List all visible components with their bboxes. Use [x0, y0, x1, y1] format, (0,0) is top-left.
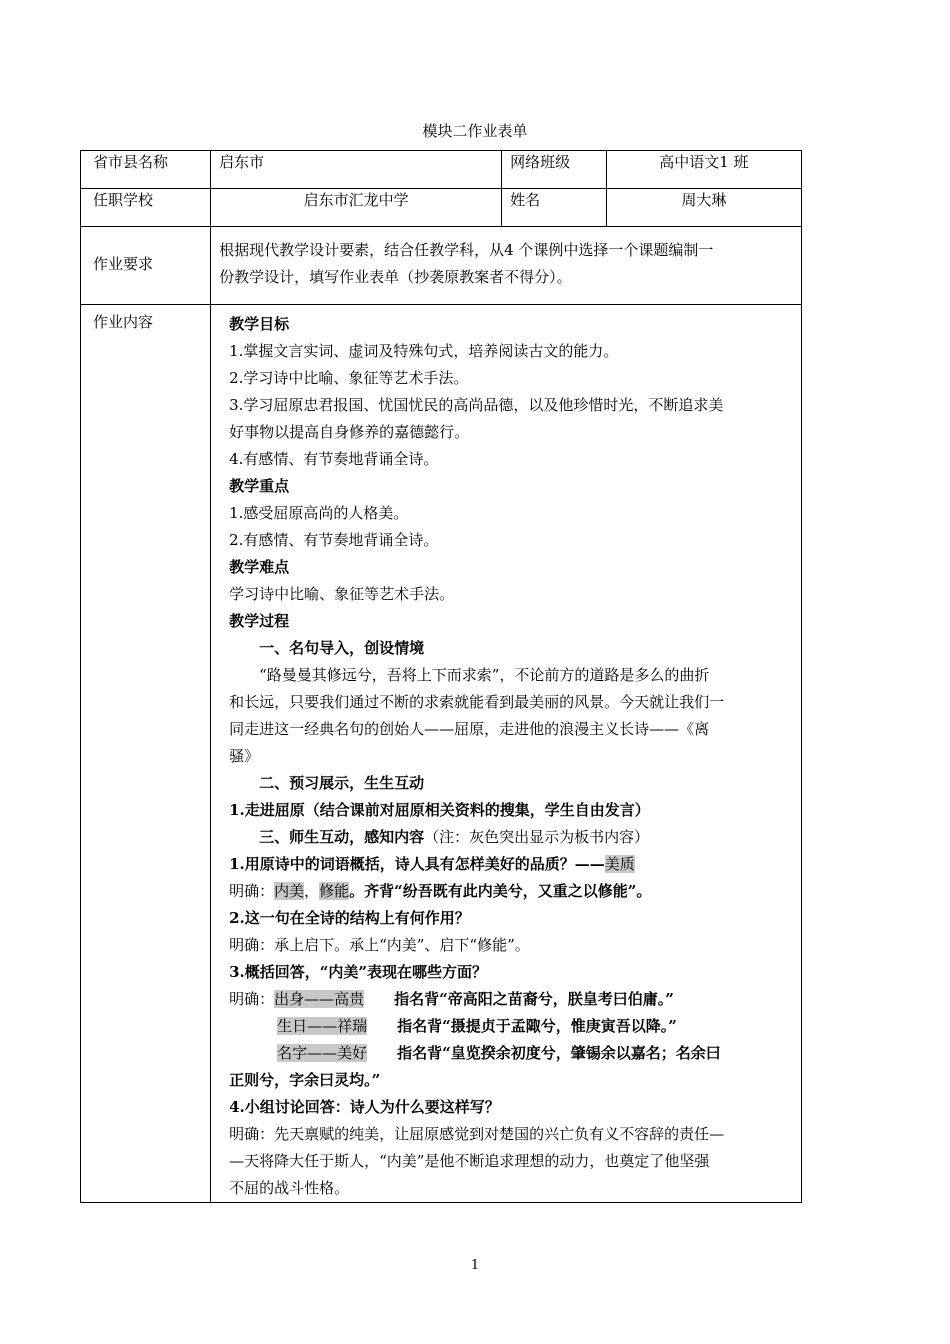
table-row: [81, 189, 802, 227]
answer-prefix: 明确：: [229, 990, 275, 1008]
text-line: “路曼曼其修远兮，吾将上下而求索”，不论前方的道路是多么的曲折: [259, 666, 710, 684]
section-heading: 教学难点: [229, 558, 290, 576]
table-row: [81, 305, 802, 1203]
answer-text: 。齐背“纷吾既有此内美兮，又重之以修能”。: [349, 882, 652, 900]
text-line: 2.有感情、有节奏地背诵全诗。: [229, 531, 439, 549]
highlight: 修能: [319, 882, 350, 900]
text-line: 好事物以提高自身修养的嘉德懿行。: [229, 423, 470, 441]
answer-line: —天将降大任于斯人，“内美”是他不断追求理想的动力，也奠定了他坚强: [229, 1152, 710, 1170]
page-title: 模块二作业表单: [422, 122, 528, 140]
question-line: 4.小组讨论回答：诗人为什么要这样写？: [229, 1098, 500, 1116]
requirement-text: [211, 227, 802, 305]
answer-line: [229, 1040, 793, 1067]
text-line: 同走进这一经典名句的创始人——屈原，走进他的浪漫主义长诗——《离: [229, 720, 710, 738]
section-heading: 教学过程: [229, 612, 290, 630]
table-row: [81, 227, 802, 305]
question-line: [229, 851, 793, 878]
class-label: 网络班级: [502, 151, 607, 189]
text-line: 1.掌握文言实词、虚词及特殊句式，培养阅读古文的能力。: [229, 342, 619, 360]
class-value: 高中语文1 班: [606, 151, 801, 189]
region-value: 启东市: [211, 151, 502, 189]
text-line: 1.走进屈原（结合课前对屈原相关资料的搜集，学生自由发言）: [229, 801, 650, 819]
subsection-heading: 一、名句导入，创设情境: [259, 639, 425, 657]
table-row: [81, 151, 802, 189]
region-label: 省市县名称: [81, 151, 211, 189]
page-number: 1: [470, 1258, 480, 1273]
answer-prefix: 明确：: [229, 882, 275, 900]
text-line: 骚》: [229, 747, 260, 765]
text-line: 4.有感情、有节奏地背诵全诗。: [229, 450, 439, 468]
name-label: 姓名: [502, 189, 607, 227]
answer-line: 明确：先天禀赋的纯美，让屈原感觉到对楚国的兴亡负有义不容辞的责任—: [229, 1125, 725, 1143]
highlight: 名字——美好: [277, 1044, 368, 1062]
highlight: 生日——祥瑞: [277, 1017, 368, 1035]
content-label: 作业内容: [81, 305, 211, 1203]
answer-line: 正则兮，字余曰灵均。”: [229, 1071, 381, 1089]
subsection-heading: [229, 824, 793, 851]
text-line: 和长远，只要我们通过不断的求索就能看到最美丽的风景。今天就让我们一: [229, 693, 725, 711]
answer-text: 指名背“帝高阳之苗裔兮，朕皇考曰伯庸。”: [394, 990, 674, 1008]
school-value: 启东市汇龙中学: [211, 189, 502, 227]
question-line: 2.这一句在全诗的结构上有何作用？: [229, 909, 470, 927]
highlight: 出身——高贵: [274, 990, 365, 1008]
requirement-label: 作业要求: [81, 227, 211, 305]
text-line: 3.学习屈原忠君报国、忧国忧民的高尚品德，以及他珍惜时光，不断追求美: [229, 396, 724, 414]
answer-text: 指名背“皇览揆余初度兮，肇锡余以嘉名；名余曰: [397, 1044, 721, 1062]
answer-text: 指名背“摄提贞于孟陬兮，惟庚寅吾以降。”: [397, 1017, 677, 1035]
question-text: 1.用原诗中的词语概括，诗人具有怎样美好的品质？——: [229, 855, 605, 873]
text-line: 学习诗中比喻、象征等艺术手法。: [229, 585, 455, 603]
school-label: 任职学校: [81, 189, 211, 227]
section-heading: 教学目标: [229, 315, 290, 333]
text-line: 2.学习诗中比喻、象征等艺术手法。: [229, 369, 469, 387]
subsection-heading: 二、预习展示，生生互动: [259, 774, 425, 792]
section-heading: 教学重点: [229, 477, 290, 495]
highlight: 内美: [274, 882, 305, 900]
content-body: [211, 305, 802, 1203]
requirement-line: 份教学设计，填写作业表单（抄袭原教案者不得分）。: [219, 268, 572, 286]
text-line: 1.感受屈原高尚的人格美。: [229, 504, 409, 522]
answer-line: [229, 1013, 793, 1040]
answer-line: [229, 986, 793, 1013]
subsection-title: 三、师生互动，感知内容: [259, 828, 425, 846]
note: （注：灰色突出显示为板书内容）: [424, 828, 650, 846]
answer-line: [229, 878, 793, 905]
highlight: 美质: [604, 855, 635, 873]
name-value: 周大琳: [606, 189, 801, 227]
answer-line: 明确：承上启下。承上“内美”、启下“修能”。: [229, 936, 530, 954]
answer-line: 不屈的战斗性格。: [229, 1179, 350, 1197]
homework-form-table: [80, 150, 802, 1203]
requirement-line: 根据现代教学设计要素，结合任教学科，从4 个课例中选择一个课题编制一: [219, 241, 714, 259]
separator: ，: [304, 882, 320, 900]
question-line: 3.概括回答，“内美”表现在哪些方面？: [229, 963, 487, 981]
